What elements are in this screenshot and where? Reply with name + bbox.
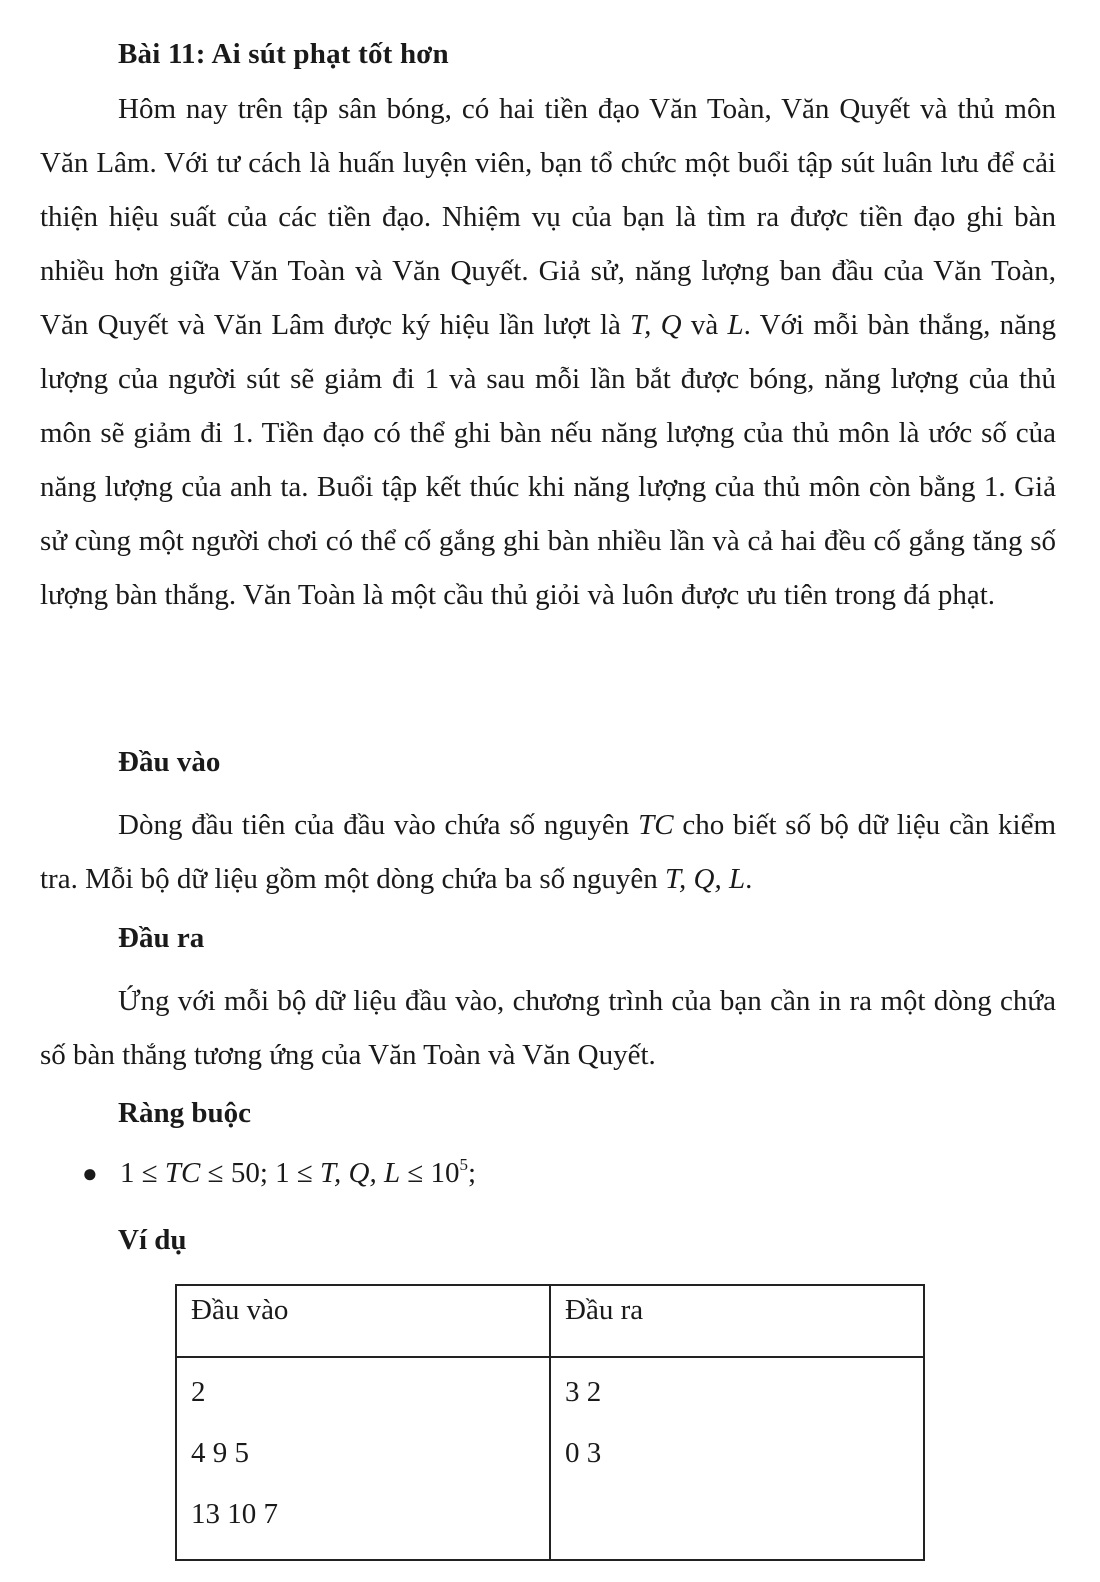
example-col-input: Đầu vào: [176, 1285, 550, 1357]
c2-end: ;: [468, 1157, 477, 1189]
example-col-output: Đầu ra: [550, 1285, 924, 1357]
example-output-line: 3 2: [565, 1376, 602, 1408]
c1-var: TC: [164, 1157, 201, 1189]
var-q: Q: [660, 309, 682, 341]
example-output-cell: [550, 1357, 924, 1560]
example-input-line: 13 10 7: [191, 1498, 278, 1530]
example-table: [175, 1284, 925, 1561]
c2-exponent: 5: [459, 1155, 469, 1174]
problem-title: Bài 11: Ai sút phạt tốt hơn: [118, 38, 449, 70]
problem-statement: [40, 82, 1056, 622]
c2-rhs: ≤ 10: [400, 1157, 460, 1189]
constraint-item: [82, 1155, 476, 1190]
c1-rhs: ≤ 50; 1 ≤: [200, 1157, 321, 1189]
example-output-line: 0 3: [565, 1437, 602, 1469]
var-t: T,: [630, 309, 652, 341]
input-vars: T, Q, L: [665, 863, 746, 895]
example-input-line: 2: [191, 1376, 206, 1408]
c1-lhs: 1 ≤: [120, 1157, 165, 1189]
example-input-cell: [176, 1357, 550, 1560]
example-input-line: 4 9 5: [191, 1437, 249, 1469]
statement-and: và: [681, 309, 728, 341]
example-header-row: [176, 1285, 924, 1357]
input-description: [40, 798, 1056, 906]
statement-part-1: Hôm nay trên tập sân bóng, có hai tiền đạo Văn Toàn, Văn Quyết và thủ môn Văn Lâm. Với tư cách là huấn luyện viên, bạn tổ chức một buổi tập sút luân lưu để cải thiện hiệu suất của các tiền đạo. Nhiệm vụ của bạn là tìm ra được tiền đạo ghi bàn nhiều hơn giữa Văn Toàn và Văn Quyết. Giả sử, năng lượng ban đầu của Văn Toàn, Văn Quyết và Văn Lâm được ký hiệu lần lượt là: [40, 93, 1056, 341]
output-description: Ứng với mỗi bộ dữ liệu đầu vào, chương trình của bạn cần in ra một dòng chứa số bàn thắng tương ứng của Văn Toàn và Văn Quyết.: [40, 985, 1056, 1071]
input-heading: Đầu vào: [118, 746, 221, 778]
var-tc: TC: [638, 809, 674, 841]
statement-part-2: . Với mỗi bàn thắng, năng lượng của người sút sẽ giảm đi 1 và sau mỗi lần bắt được bóng, năng lượng của thủ môn sẽ giảm đi 1. Tiền đạo có thể ghi bàn nếu năng lượng của thủ môn là ước số của năng lượng của anh ta. Buổi tập kết thúc khi năng lượng của thủ môn còn bằng 1. Giả sử cùng một người chơi có thể cố gắng ghi bàn nhiều lần và cả hai đều cố gắng tăng số lượng bàn thắng. Văn Toàn là một cầu thủ giỏi và luôn được ưu tiên trong đá phạt.: [40, 309, 1057, 611]
constraints-heading: Ràng buộc: [118, 1097, 251, 1129]
example-body-row: [176, 1357, 924, 1560]
c2-vars: T, Q, L: [320, 1157, 401, 1189]
output-heading: Đầu ra: [118, 922, 205, 954]
input-part-3: .: [745, 863, 753, 895]
input-part-2: cho biết số bộ dữ liệu cần kiểm tra. Mỗi bộ dữ liệu gồm một dòng chứa ba số nguyên: [40, 809, 1057, 895]
bullet-icon: ●: [82, 1159, 98, 1188]
var-l: L: [727, 309, 744, 341]
example-heading: Ví dụ: [118, 1224, 187, 1256]
input-part-1: Dòng đầu tiên của đầu vào chứa số nguyên: [118, 809, 639, 841]
